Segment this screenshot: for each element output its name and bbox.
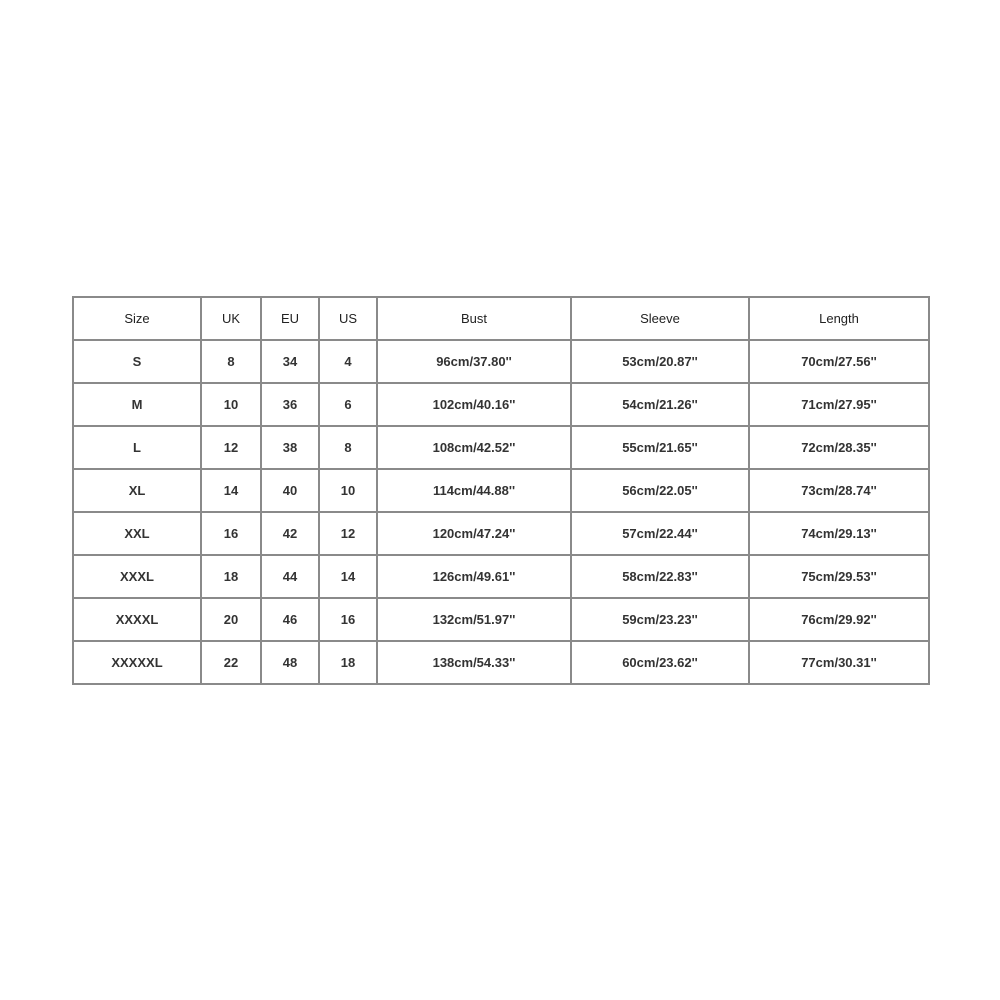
- cell-length: 71cm/27.95'': [749, 383, 929, 426]
- cell-length: 73cm/28.74'': [749, 469, 929, 512]
- cell-sleeve: 58cm/22.83'': [571, 555, 749, 598]
- cell-uk: 12: [201, 426, 261, 469]
- cell-bust: 114cm/44.88'': [377, 469, 571, 512]
- cell-us: 10: [319, 469, 377, 512]
- header-bust: Bust: [377, 297, 571, 340]
- cell-length: 72cm/28.35'': [749, 426, 929, 469]
- header-eu: EU: [261, 297, 319, 340]
- cell-bust: 108cm/42.52'': [377, 426, 571, 469]
- cell-size: XXXL: [73, 555, 201, 598]
- cell-uk: 8: [201, 340, 261, 383]
- header-sleeve: Sleeve: [571, 297, 749, 340]
- table-row: [73, 555, 929, 598]
- cell-size: M: [73, 383, 201, 426]
- cell-length: 77cm/30.31'': [749, 641, 929, 684]
- table-row: [73, 383, 929, 426]
- cell-us: 14: [319, 555, 377, 598]
- cell-sleeve: 60cm/23.62'': [571, 641, 749, 684]
- cell-us: 6: [319, 383, 377, 426]
- table-row: [73, 641, 929, 684]
- cell-us: 8: [319, 426, 377, 469]
- cell-uk: 18: [201, 555, 261, 598]
- cell-sleeve: 54cm/21.26'': [571, 383, 749, 426]
- size-chart-table: [72, 296, 930, 685]
- cell-sleeve: 55cm/21.65'': [571, 426, 749, 469]
- table-row: [73, 598, 929, 641]
- cell-sleeve: 59cm/23.23'': [571, 598, 749, 641]
- cell-eu: 40: [261, 469, 319, 512]
- cell-uk: 22: [201, 641, 261, 684]
- cell-bust: 102cm/40.16'': [377, 383, 571, 426]
- cell-bust: 138cm/54.33'': [377, 641, 571, 684]
- header-length: Length: [749, 297, 929, 340]
- cell-eu: 34: [261, 340, 319, 383]
- cell-bust: 126cm/49.61'': [377, 555, 571, 598]
- cell-eu: 42: [261, 512, 319, 555]
- cell-bust: 96cm/37.80'': [377, 340, 571, 383]
- table-row: [73, 512, 929, 555]
- cell-eu: 44: [261, 555, 319, 598]
- cell-eu: 48: [261, 641, 319, 684]
- cell-bust: 120cm/47.24'': [377, 512, 571, 555]
- cell-us: 16: [319, 598, 377, 641]
- cell-length: 74cm/29.13'': [749, 512, 929, 555]
- header-us: US: [319, 297, 377, 340]
- table-row: [73, 340, 929, 383]
- table-row: [73, 426, 929, 469]
- header-uk: UK: [201, 297, 261, 340]
- cell-size: XL: [73, 469, 201, 512]
- header-row: [73, 297, 929, 340]
- cell-us: 4: [319, 340, 377, 383]
- cell-size: L: [73, 426, 201, 469]
- cell-bust: 132cm/51.97'': [377, 598, 571, 641]
- cell-uk: 20: [201, 598, 261, 641]
- cell-size: XXXXL: [73, 598, 201, 641]
- cell-length: 76cm/29.92'': [749, 598, 929, 641]
- cell-us: 12: [319, 512, 377, 555]
- header-size: Size: [73, 297, 201, 340]
- cell-size: XXXXXL: [73, 641, 201, 684]
- cell-sleeve: 53cm/20.87'': [571, 340, 749, 383]
- cell-us: 18: [319, 641, 377, 684]
- table-row: [73, 469, 929, 512]
- cell-uk: 16: [201, 512, 261, 555]
- cell-sleeve: 57cm/22.44'': [571, 512, 749, 555]
- cell-uk: 10: [201, 383, 261, 426]
- cell-size: XXL: [73, 512, 201, 555]
- cell-sleeve: 56cm/22.05'': [571, 469, 749, 512]
- cell-eu: 46: [261, 598, 319, 641]
- cell-length: 70cm/27.56'': [749, 340, 929, 383]
- cell-uk: 14: [201, 469, 261, 512]
- cell-eu: 38: [261, 426, 319, 469]
- cell-eu: 36: [261, 383, 319, 426]
- cell-size: S: [73, 340, 201, 383]
- cell-length: 75cm/29.53'': [749, 555, 929, 598]
